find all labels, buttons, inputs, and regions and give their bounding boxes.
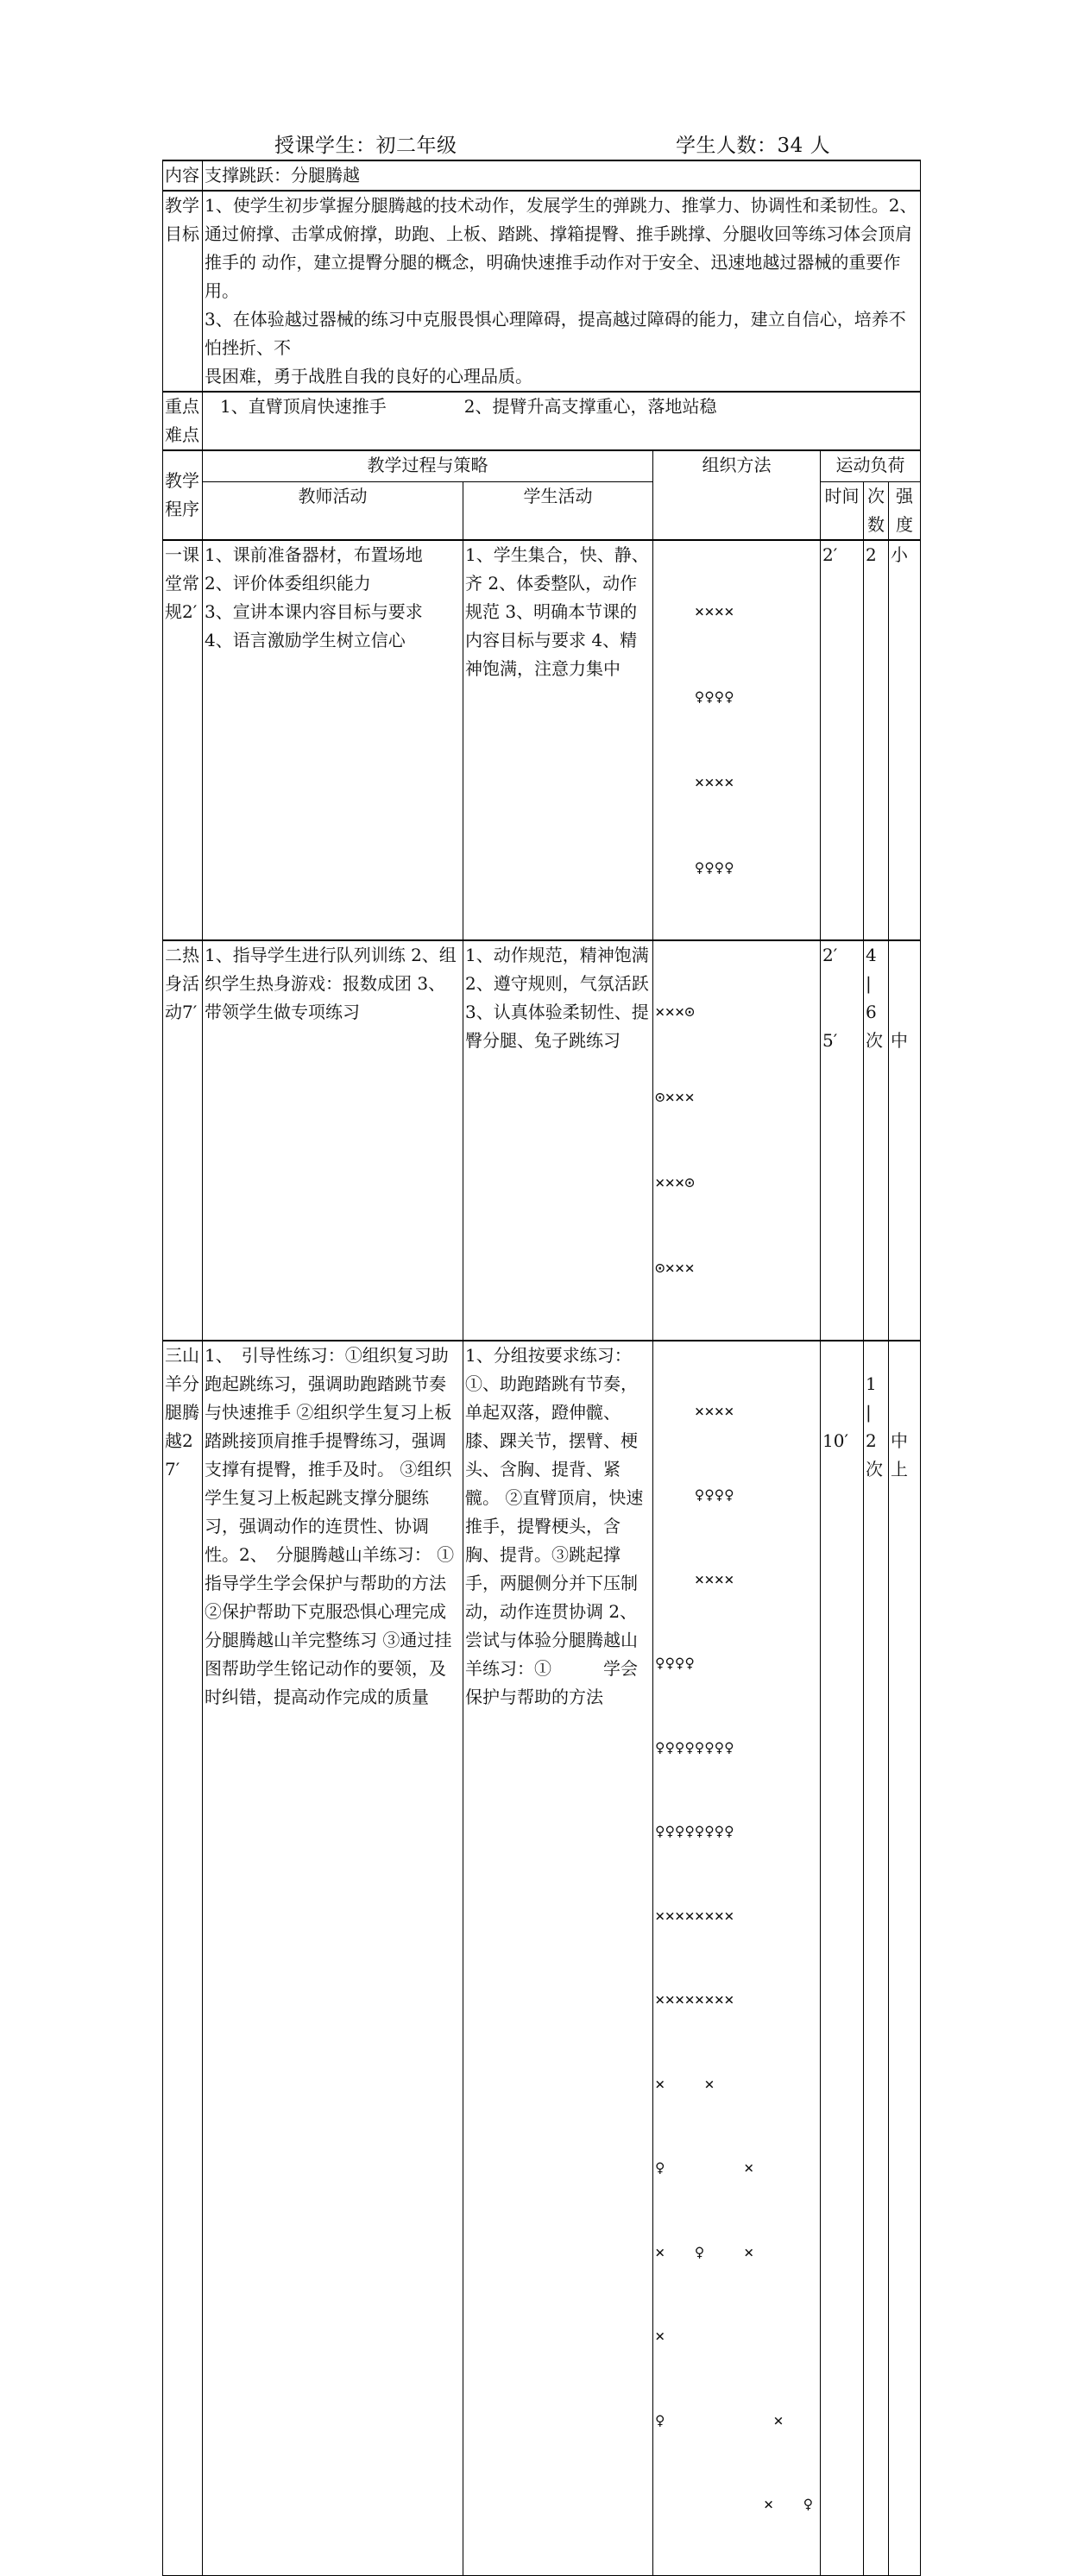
formation-line: ××××: [655, 1401, 734, 1421]
student-count-label: 学生人数：34 人: [676, 135, 831, 157]
goal-paragraph-3: 畏困难，勇于战胜自我的良好的心理品质。: [205, 366, 532, 386]
load-header: 运动负荷: [821, 450, 921, 481]
students-label: 授课学生：初二年级: [274, 135, 457, 157]
formation-line: × ×: [655, 2074, 715, 2094]
formation-line: ⊙×××: [655, 1087, 695, 1107]
intensity-header: 强度: [889, 481, 921, 540]
formation-line: ××××××××: [655, 1906, 734, 1926]
stage-student: 1、分组按要求练习：①、助跑踏跳有节奏，单起双落，蹬伸髋、膝、踝关节，摆臂、梗头、含胸、提背、紧髋。 ②直臂顶肩，快速推手，提臀梗头，含胸、提背。③跳起撑手，两腿侧分并下压制动，动作连贯协调 2、尝试与体验分腿腾越山羊练习：① 学会保护与帮助的方法: [463, 1341, 653, 2576]
count-line: |: [866, 972, 872, 994]
teacher-item: 4、语言激励学生树立信心: [205, 629, 406, 650]
time-line: [822, 998, 861, 1027]
key-points-label: 重点难点: [163, 392, 203, 450]
formation-line: ♀♀♀♀♀♀♀♀: [655, 1822, 734, 1841]
process-header-row: [163, 450, 921, 481]
time-line: 2′: [822, 944, 838, 965]
stage-row: [163, 1341, 921, 2576]
goal-label: 教学目标: [163, 191, 203, 392]
time-line: 5′: [822, 1029, 838, 1051]
formation-line: ♀♀♀♀: [655, 687, 734, 707]
intensity-line: 中: [891, 1429, 908, 1451]
intensity-line: 上: [891, 1458, 908, 1480]
formation-line: ××××: [655, 601, 734, 621]
stage-student: 1、学生集合，快、静、齐 2、体委整队，动作规范 3、明确本节课的内容目标与要求 4、精神饱满，注意力集中: [463, 540, 653, 940]
lesson-plan-table: [162, 160, 921, 2576]
program-header: 教学程序: [163, 450, 203, 540]
stage-teacher: [203, 540, 463, 940]
count-line: 4: [866, 944, 877, 965]
count-line: 2: [866, 1429, 877, 1451]
formation-line: ♀♀♀♀: [655, 858, 734, 877]
key-point-1: 1、直臂顶肩快速推手: [220, 396, 387, 417]
stage-intensity: 小: [889, 540, 921, 940]
formation-line: ♀♀♀♀: [655, 1654, 695, 1673]
count-line: |: [866, 1401, 872, 1423]
count-line: 次: [866, 1458, 883, 1480]
key-point-2: 2、提臂升高支撑重心，落地站稳: [463, 396, 717, 417]
intensity-line: 中: [891, 1029, 908, 1051]
goal-text: [203, 191, 921, 392]
stage-intensity: [889, 1341, 921, 2576]
count-line: 1: [866, 1373, 877, 1394]
goal-row: [163, 191, 921, 392]
stage-intensity: [889, 940, 921, 1341]
stage-row: [163, 540, 921, 940]
teacher-item: 3、宣讲本课内容目标与要求: [205, 600, 423, 622]
content-value: 支撑跳跃：分腿腾越: [203, 160, 921, 191]
formation-line: ××××: [655, 1569, 734, 1589]
formation-line: ××××××××: [655, 1990, 734, 2009]
teacher-item: 2、评价体委组织能力: [205, 572, 371, 594]
formation-line: ♀ ×: [655, 2158, 754, 2177]
formation-line: ♀♀♀♀: [655, 1486, 734, 1505]
stage-program: 二热身活动7′: [163, 940, 203, 1341]
process-header: 教学过程与策略: [203, 450, 653, 481]
stage-formation: [653, 940, 821, 1341]
content-label: 内容: [163, 160, 203, 191]
stage-student: 1、动作规范，精神饱满 2、遵守规则，气氛活跃 3、认真体验柔韧性、提臀分腿、兔子跳练习: [463, 940, 653, 1341]
formation-line: ×: [655, 2327, 665, 2346]
method-header: 组织方法: [653, 450, 821, 540]
formation-line: ××××: [655, 772, 734, 792]
student-header: 学生活动: [463, 481, 653, 540]
stage-formation: [653, 540, 821, 940]
stage-row: [163, 940, 921, 1341]
count-line: 次: [866, 1029, 883, 1051]
stage-time: [821, 1341, 864, 2576]
formation-line: × ♀: [655, 2495, 814, 2514]
goal-paragraph-2: 3、在体验越过器械的练习中克服畏惧心理障碍，提高越过障碍的能力，建立自信心，培养不怕挫折、不: [205, 309, 906, 358]
teacher-header: 教师活动: [203, 481, 463, 540]
key-points: [203, 392, 921, 450]
key-points-row: [163, 392, 921, 450]
time-header: 时间: [821, 481, 864, 540]
stage-count: [864, 1341, 889, 2576]
stage-count: [864, 940, 889, 1341]
formation-line: × ♀ ×: [655, 2242, 754, 2262]
count-line: 6: [866, 1001, 877, 1022]
stage-teacher: 1、 引导性练习：①组织复习助跑起跳练习，强调助跑踏跳节奏与快速推手 ②组织学生复习上板踏跳接顶肩推手提臀练习，强调支撑有提臀，推手及时。 ③组织学生复习上板起跳支撑分腿练习，强调动作的连贯性、协调性。2、 分腿腾越山羊练习： ①指导学生学会保护与帮助的方法 ②保护帮助下克服恐惧心理完成分腿腾越山羊完整练习 ③通过挂图帮助学生铭记动作的要领，及时纠错，提高动作完成的质量: [203, 1341, 463, 2576]
teacher-item: 1、课前准备器材，布置场地: [205, 543, 423, 565]
count-header: 次数: [864, 481, 889, 540]
stage-time: 2′: [821, 540, 864, 940]
formation-line: ♀♀♀♀♀♀♀♀: [655, 1737, 734, 1757]
time-line: 10′: [822, 1429, 848, 1451]
formation-line: ×××⊙: [655, 1172, 695, 1192]
stage-program: 三山羊分腿腾越27′: [163, 1341, 203, 2576]
goal-paragraph-1: 1、使学生初步掌握分腿腾越的技术动作，发展学生的弹跳力、推掌力、协调性和柔韧性。2、通过俯撑、击掌成俯撑，助跑、上板、踏跳、撑箱提臀、推手跳撑、分腿收回等练习体会顶肩推手的 动作，建立提臀分腿的概念，明确快速推手动作对于安全、迅速地越过器械的重要作用。: [205, 195, 917, 301]
stage-time: [821, 940, 864, 1341]
formation-line: ⊙×××: [655, 1258, 695, 1278]
content-row: [163, 160, 921, 191]
stage-program: 一课堂常规2′: [163, 540, 203, 940]
formation-line: ♀ ×: [655, 2410, 784, 2430]
stage-count: 2: [864, 540, 889, 940]
formation-line: ×××⊙: [655, 1002, 695, 1021]
stage-teacher: 1、指导学生进行队列训练 2、组织学生热身游戏：报数成团 3、带领学生做专项练习: [203, 940, 463, 1341]
stage-formation: [653, 1341, 821, 2576]
time-line: [822, 970, 861, 998]
